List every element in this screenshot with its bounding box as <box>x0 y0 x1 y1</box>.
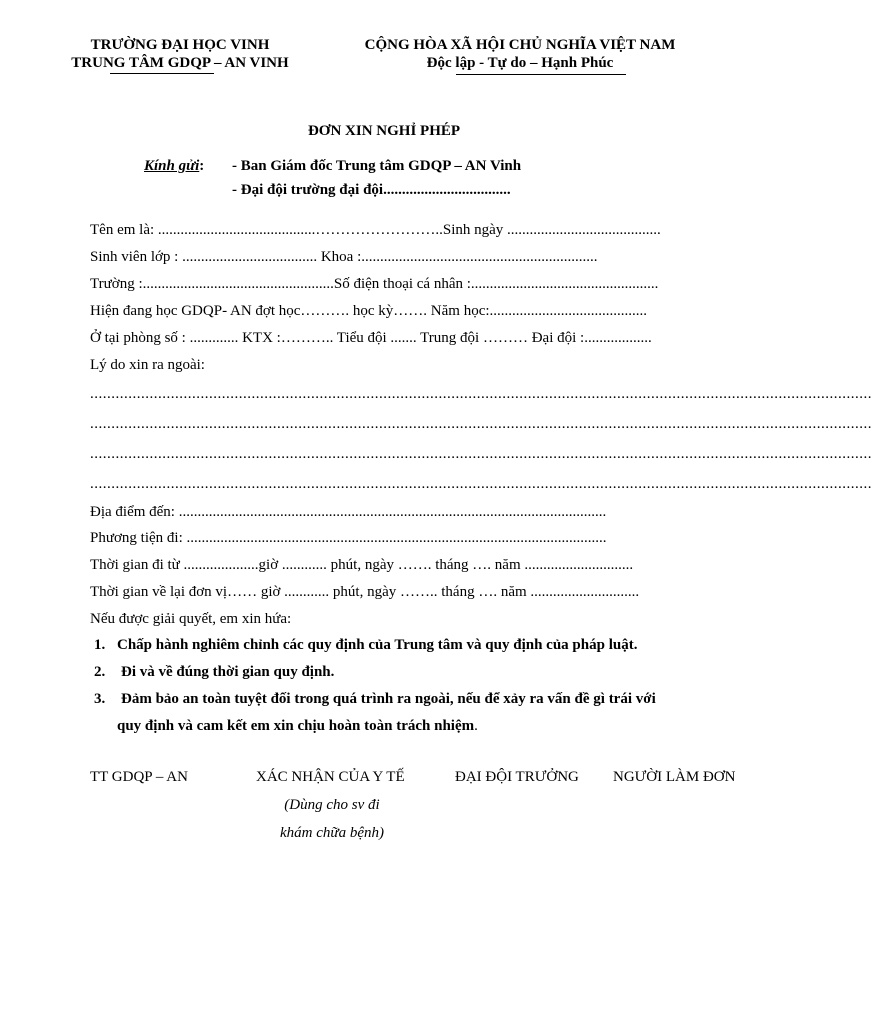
promise-2-number: 2. <box>94 664 106 680</box>
field-school: Trường :...................................................Số điện thoại cá nhân :.................................................. <box>90 276 659 292</box>
field-study: Hiện đang học GDQP- AN đợt học………. học kỳ……. Năm học:.......................................... <box>90 303 648 319</box>
signature-center: TT GDQP – AN <box>90 769 188 785</box>
right-header-underline <box>456 74 626 75</box>
signature-medical: XÁC NHẬN CỦA Y TẾ <box>256 769 405 785</box>
reason-line: ........................................................................................................................................................................................ <box>90 416 872 432</box>
national-motto: Độc lập - Tự do – Hạnh Phúc <box>426 55 614 71</box>
promise-2-text: Đi và về đúng thời gian quy định. <box>121 664 335 680</box>
signature-company-commander: ĐẠI ĐỘI TRƯỞNG <box>455 769 579 785</box>
reason-line: ........................................................................................................................................................................................ <box>90 476 872 492</box>
promise-1-text: Chấp hành nghiêm chỉnh các quy định của Trung tâm và quy định của pháp luật. <box>117 637 638 653</box>
school-name: TRƯỜNG ĐẠI HỌC VINH <box>90 37 270 53</box>
field-name: Tên em là: ..........................................……………………..Sinh ngày ......................................... <box>90 222 661 238</box>
center-name: TRUNG TÂM GDQP – AN VINH <box>71 55 289 71</box>
kinh-gui-colon: : <box>199 158 205 174</box>
medical-note-1: (Dùng cho sv đi <box>284 797 380 813</box>
national-title: CỘNG HÒA XÃ HỘI CHỦ NGHĨA VIỆT NAM <box>364 37 676 53</box>
recipient-2: - Đại đội trường đại đội.................................. <box>232 182 511 198</box>
kinh-gui-label: Kính gửi <box>144 158 200 174</box>
field-class: Sinh viên lớp : .................................... Khoa :............................................................... <box>90 249 598 265</box>
field-reason-label: Lý do xin ra ngoài: <box>90 357 205 373</box>
promise-3-period: . <box>474 718 478 734</box>
recipient-1: - Ban Giám đốc Trung tâm GDQP – AN Vinh <box>232 158 522 174</box>
left-header-underline <box>110 73 214 74</box>
promise-3-text: Đảm bảo an toàn tuyệt đối trong quá trình ra ngoài, nếu để xảy ra vấn đề gì trái với <box>121 691 656 707</box>
reason-line: ........................................................................................................................................................................................ <box>90 446 872 462</box>
signature-applicant: NGƯỜI LÀM ĐƠN <box>613 769 736 785</box>
medical-note-2: khám chữa bệnh) <box>280 825 384 841</box>
field-destination: Địa điểm đến: .................................................................................................................. <box>90 504 607 520</box>
reason-line: ........................................................................................................................................................................................ <box>90 386 872 402</box>
document-title: ĐƠN XIN NGHỈ PHÉP <box>307 123 461 139</box>
field-departure-time: Thời gian đi từ ....................giờ ............ phút, ngày ……. tháng …. năm ............................. <box>90 557 634 573</box>
promise-3-number: 3. <box>94 691 106 707</box>
field-return-time: Thời gian về lại đơn vị…… giờ ............ phút, ngày …….. tháng …. năm ............................. <box>90 584 640 600</box>
promise-intro: Nếu được giải quyết, em xin hứa: <box>90 611 292 627</box>
promise-3-continuation <box>117 718 478 735</box>
field-transport: Phương tiện đi: ................................................................................................................ <box>90 530 607 546</box>
kinh-gui <box>144 158 204 175</box>
field-room: Ở tại phòng số : ............. KTX :……….. Tiểu đội ....... Trung đội ……… Đại đội :.................. <box>90 330 652 346</box>
promise-1-number: 1. <box>94 637 106 653</box>
promise-3-cont-text: quy định và cam kết em xin chịu hoàn toàn trách nhiệm <box>117 718 475 734</box>
